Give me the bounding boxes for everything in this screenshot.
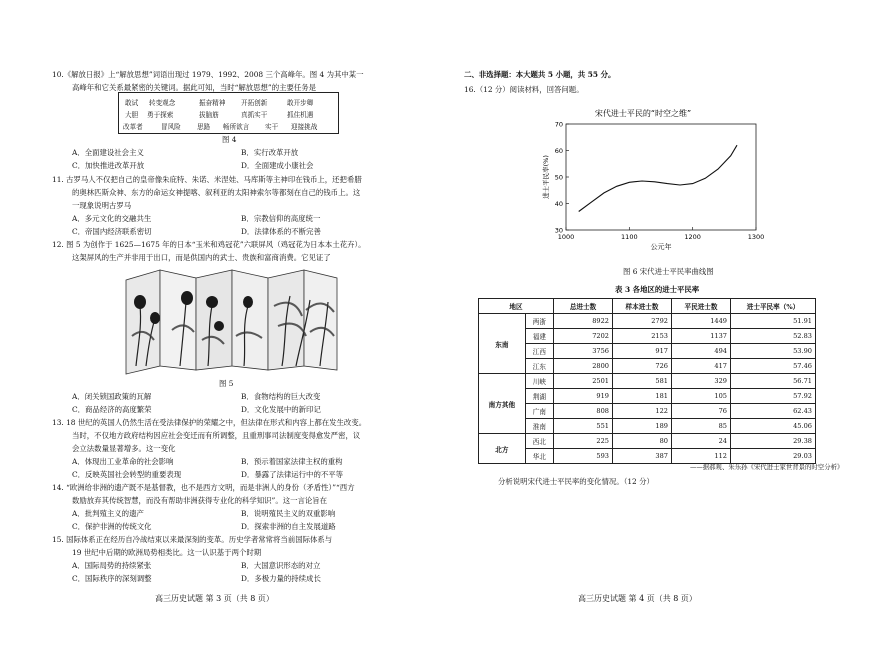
- table-value-cell: 2501: [554, 374, 613, 389]
- table-value-cell: 2792: [613, 314, 672, 329]
- table-row: [479, 344, 816, 359]
- keyword: 畅所欲言: [223, 123, 250, 131]
- q14-option-b: B．说明殖民主义的双重影响: [241, 509, 336, 518]
- figure-5-folding-screen: [124, 266, 339, 376]
- table-value-cell: 329: [672, 374, 731, 389]
- keyword: 真抓实干: [241, 111, 268, 119]
- keyword: 敢开步卿: [287, 99, 314, 107]
- table-header-cell: 进士平民率（%）: [731, 299, 816, 314]
- q14-option-d: D．探索非洲的自主发展道路: [241, 522, 336, 531]
- table-value-cell: 7202: [554, 329, 613, 344]
- q14-option-a: A．批判殖主义的遗产: [72, 509, 144, 518]
- table-row: [479, 404, 816, 419]
- table-value-cell: 1137: [672, 329, 731, 344]
- q15-line1: 15. 国际体系正在经历自冷战结束以来最深刻的变革。历史学者常常将当前国际体系与: [52, 535, 333, 544]
- table-value-cell: 808: [554, 404, 613, 419]
- q11-line3: 一现象说明古罗马: [72, 201, 132, 210]
- q14-line2: 数励放弃其传统智慧，而没有帮助非洲获得专业化的科学知识”。这一言论旨在: [72, 496, 328, 505]
- table-value-cell: 581: [613, 374, 672, 389]
- table-region-cell: 广南: [525, 404, 553, 419]
- q16-question: 分析说明宋代进士平民率的变化情况。（12 分）: [498, 477, 654, 486]
- keyword: 迎接挑战: [291, 123, 318, 131]
- q12-option-b: B．食物结构的巨大改变: [241, 392, 321, 401]
- keyword: 冒风险: [161, 123, 181, 131]
- q10-option-a: A．全面建设社会主义: [72, 148, 144, 157]
- keyword: 转变观念: [149, 99, 176, 107]
- right-page-footer: 高三历史试题 第 4 页（共 8 页）: [578, 594, 697, 603]
- keyword: 改革者: [123, 123, 143, 131]
- q13-option-d: D．暴露了法律运行中的不平等: [241, 470, 344, 479]
- figure-4-keyword-box: [118, 92, 339, 134]
- q10-line2: 高峰年和它关系最紧密的关键词。据此可知，当时“解放思想”的主要任务是: [72, 83, 317, 92]
- table-value-cell: 181: [613, 389, 672, 404]
- figure-5-caption: 图 5: [219, 379, 234, 388]
- q13-option-a: A．体现出工业革命的社会影响: [72, 457, 174, 466]
- plot-frame: [566, 124, 756, 230]
- x-tick-label: 1100: [621, 233, 638, 241]
- series-line: [579, 145, 737, 211]
- x-axis-label: 公元年: [650, 243, 672, 251]
- q11-line1: 11. 古罗马人不仅把自己的皇帝像朱庇特、朱诺、米涅娃、马库斯等主神印在钱币上，还把希腊: [52, 175, 362, 184]
- table-value-cell: 45.06: [731, 419, 816, 434]
- table-value-cell: 24: [672, 434, 731, 449]
- keyword: 抓住机遇: [287, 111, 314, 119]
- q13-line1: 13. 18 世纪的英国人仍然生活在受法律保护的荣耀之中，但法律在形式和内容上都在发生改变。: [52, 418, 367, 427]
- table-value-cell: 2800: [554, 359, 613, 374]
- table-value-cell: 387: [613, 449, 672, 464]
- q13-line3: 会立法数量显著增多。这一变化: [72, 444, 176, 453]
- y-tick-label: 50: [554, 173, 563, 182]
- table-value-cell: 917: [613, 344, 672, 359]
- table-region-cell: 江东: [525, 359, 553, 374]
- keyword: 思路: [197, 123, 211, 131]
- q12-line1: 12. 图 5 为创作于 1625—1675 年的日本“玉米和鸡冠花”六联屏风（鸡冠花为日本本土花卉）。: [52, 240, 366, 249]
- table-row: [479, 329, 816, 344]
- q10-option-b: B．实行改革开放: [241, 148, 299, 157]
- keyword: 振奋精神: [199, 99, 226, 107]
- table-header-cell: 样本进士数: [613, 299, 672, 314]
- q10-option-c: C．加快推进改革开放: [72, 161, 145, 170]
- q14-option-c: C．保护非洲的传统文化: [72, 522, 152, 531]
- q11-option-b: B．宗教信仰的高度统一: [241, 214, 321, 223]
- y-tick-label: 70: [554, 120, 563, 129]
- table-value-cell: 29.38: [731, 434, 816, 449]
- table-value-cell: 80: [613, 434, 672, 449]
- q12-option-c: C．商品经济的高度繁荣: [72, 405, 152, 414]
- y-axis-label: 进士平民率(%): [542, 155, 550, 199]
- table-value-cell: 105: [672, 389, 731, 404]
- section-heading: 二、非选择题：本大题共 5 小题，共 55 分。: [464, 70, 616, 79]
- q15-line2: 19 世纪中后期的欧洲局势相类比。这一认识基于两个时期: [72, 548, 262, 557]
- table-value-cell: 3756: [554, 344, 613, 359]
- y-tick-label: 60: [554, 146, 563, 155]
- table-value-cell: 51.91: [731, 314, 816, 329]
- q13-option-b: B．预示着国家法律主权的重构: [241, 457, 343, 466]
- table-region-cell: 荆湖: [525, 389, 553, 404]
- table-row: [479, 314, 816, 329]
- x-tick-label: 1200: [684, 233, 701, 241]
- table-value-cell: 112: [672, 449, 731, 464]
- q15-option-c: C．国际秩序的深刻调整: [72, 574, 152, 583]
- q11-option-a: A．多元文化的交融共生: [72, 214, 152, 223]
- figure-6-caption: 图 6 宋代进士平民率曲线图: [623, 267, 714, 276]
- table-value-cell: 919: [554, 389, 613, 404]
- table-value-cell: 57.46: [731, 359, 816, 374]
- keyword: 开拓创新: [241, 99, 268, 107]
- table-value-cell: 551: [554, 419, 613, 434]
- figure-4-caption: 图 4: [222, 135, 237, 144]
- table-value-cell: 225: [554, 434, 613, 449]
- keyword: 大胆: [125, 111, 139, 119]
- table-value-cell: 417: [672, 359, 731, 374]
- table-value-cell: 52.83: [731, 329, 816, 344]
- table-value-cell: 593: [554, 449, 613, 464]
- figure-6-line-chart: [540, 109, 770, 268]
- chart-title: 宋代进士平民的“时空之维”: [594, 109, 692, 118]
- table-3-caption: 表 3 各地区的进士平民率: [615, 285, 700, 294]
- table-value-cell: 726: [613, 359, 672, 374]
- table-region-cell: 福建: [525, 329, 553, 344]
- table-region-cell: 川峡: [525, 374, 553, 389]
- keyword: 敢试: [125, 99, 139, 107]
- table-value-cell: 1449: [672, 314, 731, 329]
- table-value-cell: 56.71: [731, 374, 816, 389]
- table-value-cell: 53.90: [731, 344, 816, 359]
- q11-option-d: D．法律体系的不断完善: [241, 227, 321, 236]
- table-value-cell: 122: [613, 404, 672, 419]
- table-region-cell: 江西: [525, 344, 553, 359]
- q10-line1: 10.《解放日报》上“解放思想”词语出现过 1979、1992、2008 三个高峰年。图 4 为其中某一: [52, 70, 364, 79]
- table-value-cell: 189: [613, 419, 672, 434]
- table-row: [479, 419, 816, 434]
- table-row: [479, 434, 816, 449]
- table-region-cell: 两浙: [525, 314, 553, 329]
- q14-line1: 14. “欧洲给非洲的遗产既不是基督教，也不是西方文明，而是非洲人的身份（矛盾性）”“西方: [52, 483, 355, 492]
- table-header-cell: 总进士数: [554, 299, 613, 314]
- q16-intro: 16.（12 分）阅读材料，回答问题。: [464, 85, 584, 94]
- table-region-cell: 西北: [525, 434, 553, 449]
- y-tick-label: 30: [554, 226, 563, 235]
- table-source-note: ——据郝观、朱乐孙《宋代进士家世背景的时空分析》: [690, 463, 844, 471]
- table-region-group: 东南: [479, 314, 526, 374]
- table-region-group: 南方其他: [479, 374, 526, 434]
- q13-line2: 当时，不仅地方政府结构因应社会变迁而有所调整，且重刑事司法制度变得愈发严密，议: [72, 431, 361, 440]
- table-value-cell: 8922: [554, 314, 613, 329]
- q15-option-b: B．大国意识形态的对立: [241, 561, 321, 570]
- table-value-cell: 494: [672, 344, 731, 359]
- left-page-footer: 高三历史试题 第 3 页（共 8 页）: [155, 594, 274, 603]
- q10-option-d: D．全面建成小康社会: [241, 161, 314, 170]
- keyword: 拔脑筋: [199, 111, 219, 119]
- x-tick-label: 1000: [557, 233, 575, 241]
- table-header-row: [479, 299, 816, 314]
- table-header-cell: 平民进士数: [672, 299, 731, 314]
- x-tick-label: 1300: [747, 233, 765, 241]
- table-region-cell: 华北: [525, 449, 553, 464]
- table-region-cell: 淮南: [525, 419, 553, 434]
- table-row: [479, 389, 816, 404]
- table-3-jinshi-commoner-rate: [478, 298, 816, 464]
- table-value-cell: 62.43: [731, 404, 816, 419]
- q15-option-d: D．多极力量的持续成长: [241, 574, 321, 583]
- q11-line2: 的奥林匹斯众神、东方的命运女神提喀、叙利亚的太阳神索尔等都刻在自己的钱币上。这: [72, 188, 361, 197]
- table-value-cell: 85: [672, 419, 731, 434]
- q12-line2: 这架屏风的生产并非用于出口，而是供国内的武士、贵族和富商消费。它见证了: [72, 253, 331, 262]
- table-row: [479, 359, 816, 374]
- q11-option-c: C．帝国内经济联系密切: [72, 227, 152, 236]
- q12-option-d: D．文化发展中的新印记: [241, 405, 321, 414]
- table-value-cell: 76: [672, 404, 731, 419]
- table-row: [479, 449, 816, 464]
- table-value-cell: 2153: [613, 329, 672, 344]
- table-region-group: 北方: [479, 434, 526, 464]
- q12-option-a: A．闭关锁国政策的瓦解: [72, 392, 152, 401]
- y-tick-label: 40: [554, 199, 563, 208]
- keyword: 实干: [265, 123, 279, 131]
- table-header-cell: 地区: [479, 299, 554, 314]
- q13-option-c: C．反映英国社会转型的重要表现: [72, 470, 182, 479]
- q15-option-a: A．国际局势的持续紧张: [72, 561, 152, 570]
- table-value-cell: 57.92: [731, 389, 816, 404]
- keyword: 勇于探索: [147, 111, 174, 119]
- table-row: [479, 374, 816, 389]
- table-value-cell: 29.03: [731, 449, 816, 464]
